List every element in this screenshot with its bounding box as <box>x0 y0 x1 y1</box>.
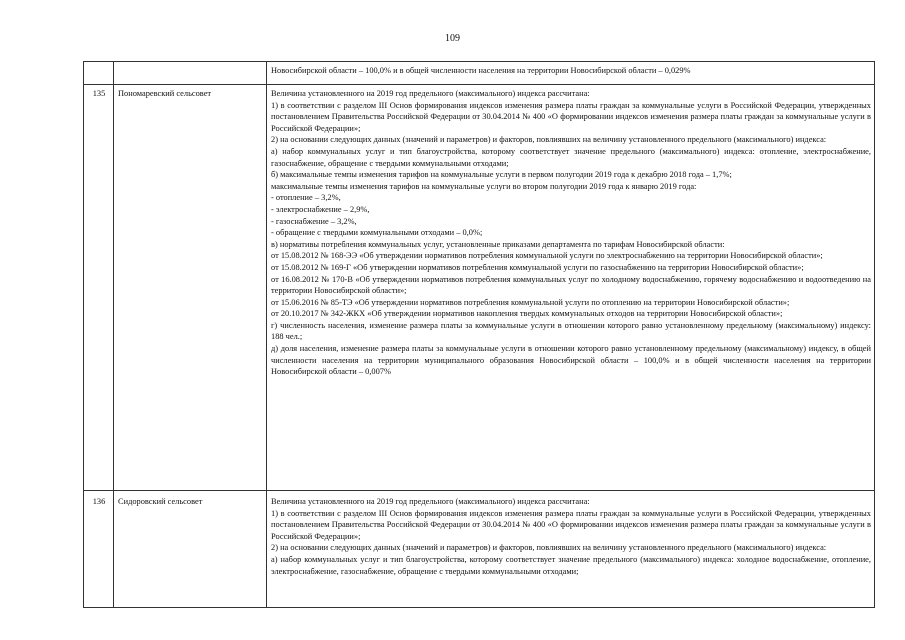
text-line: б) максимальные темпы изменения тарифов на коммунальные услуги в первом полугодии 2019 года к декабрю 2018 года – 1,7%; <box>271 170 732 180</box>
text-line: от 15.08.2012 № 169-Г «Об утверждении нормативов потребления коммунальной услуги по газоснабжению на территории Новосибирской области»; <box>271 262 804 272</box>
text-line: Величина установленного на 2019 год предельного (максимального) индекса рассчитана: <box>271 497 590 506</box>
municipality-name-cell <box>114 62 267 85</box>
text-line: г) численность населения, изменение размера платы за коммунальные услуги в отношении которого равно установленному предельному (максимальному) индексу: 188 чел.; <box>271 320 871 342</box>
text-line: от 15.08.2012 № 168-ЭЭ «Об утверждении нормативов потребления коммунальной услуги по электроснабжению на территории Новосибирской области»; <box>271 251 823 261</box>
text-line: - электроснабжение – 2,9%, <box>271 204 370 214</box>
text-line: Величина установленного на 2019 год предельного (максимального) индекса рассчитана: <box>271 89 590 98</box>
calculation-text-cell <box>267 491 875 608</box>
calculation-text-cell <box>267 62 875 85</box>
text-line: 2) на основании следующих данных (значений и параметров) и факторов, повлиявших на величину установленного предельного (максимального) индекса: <box>271 135 827 145</box>
table-row-continuation <box>84 62 875 85</box>
text-line: от 16.08.2012 № 170-В «Об утверждении нормативов потребления коммунальных услуг по холодному водоснабжению, горячему водоснабжению и водоотведению на территории Новосибирской области»; <box>271 274 871 296</box>
continuation-text: Новосибирской области – 100,0% и в общей численности населения на территории Новосибирской области – 0,029% <box>271 66 691 75</box>
index-table <box>83 61 875 608</box>
text-line: - отопление – 3,2%, <box>271 193 341 203</box>
text-line: а) набор коммунальных услуг и тип благоустройства, которому соответствует значение предельного (максимального) индекса: холодное водоснабжение, отопление, электроснабжение, газоснабжение, обращение с твердыми коммунальными отходами; <box>271 554 871 576</box>
text-line: - газоснабжение – 3,2%, <box>271 216 357 226</box>
table-row <box>84 491 875 608</box>
municipality-name: Пономаревский сельсовет <box>114 85 267 491</box>
text-line: от 20.10.2017 № 342-ЖКХ «Об утверждении нормативов накопления твердых коммунальных отходов на территории Новосибирской области»; <box>271 309 783 319</box>
row-number: 135 <box>84 85 114 491</box>
text-line: 2) на основании следующих данных (значений и параметров) и факторов, повлиявших на величину установленного предельного (максимального) индекса: <box>271 543 827 553</box>
calculation-text-cell <box>267 85 875 491</box>
table-row <box>84 85 875 491</box>
text-line: в) нормативы потребления коммунальных услуг, установленные приказами департамента по тарифам Новосибирской области: <box>271 239 725 249</box>
text-line: д) доля населения, изменение размера платы за коммунальные услуги в отношении которого равно установленному предельному (максимальному) индексу, в общей численности населения на территории муниципального образования Новосибирской области – 100,0% и в общей численности населения на территории Новосибирской области – 0,007% <box>271 344 871 377</box>
text-line: а) набор коммунальных услуг и тип благоустройства, которому соответствует значение предельного (максимального) индекса: отопление, электроснабжение, газоснабжение, обращение с твердыми коммунальными отходами; <box>271 146 871 168</box>
text-line: от 15.06.2016 № 85-ТЭ «Об утверждении нормативов потребления коммунальной услуги по отоплению на территории Новосибирской области»; <box>271 297 790 307</box>
page-number: 109 <box>445 33 460 44</box>
row-number-cell <box>84 62 114 85</box>
text-line: - обращение с твердыми коммунальными отходами – 0,0%; <box>271 228 483 238</box>
municipality-name: Сидоровский сельсовет <box>114 491 267 608</box>
text-line: максимальные темпы изменения тарифов на коммунальные услуги во втором полугодии 2019 года к январю 2019 года: <box>271 181 697 191</box>
text-line: 1) в соответствии с разделом III Основ формирования индексов изменения размера платы граждан за коммунальные услуги в Российской Федерации, утвержденных постановлением Правительства Российской Федерации от 30.04.2014 № 400 «О формировании индексов изменения размера платы граждан за коммунальные услуги в Российской Федерации»; <box>271 100 871 133</box>
text-line: 1) в соответствии с разделом III Основ формирования индексов изменения размера платы граждан за коммунальные услуги в Российской Федерации, утвержденных постановлением Правительства Российской Федерации от 30.04.2014 № 400 «О формировании индексов изменения размера платы граждан за коммунальные услуги в Российской Федерации»; <box>271 508 871 541</box>
row-number: 136 <box>84 491 114 608</box>
